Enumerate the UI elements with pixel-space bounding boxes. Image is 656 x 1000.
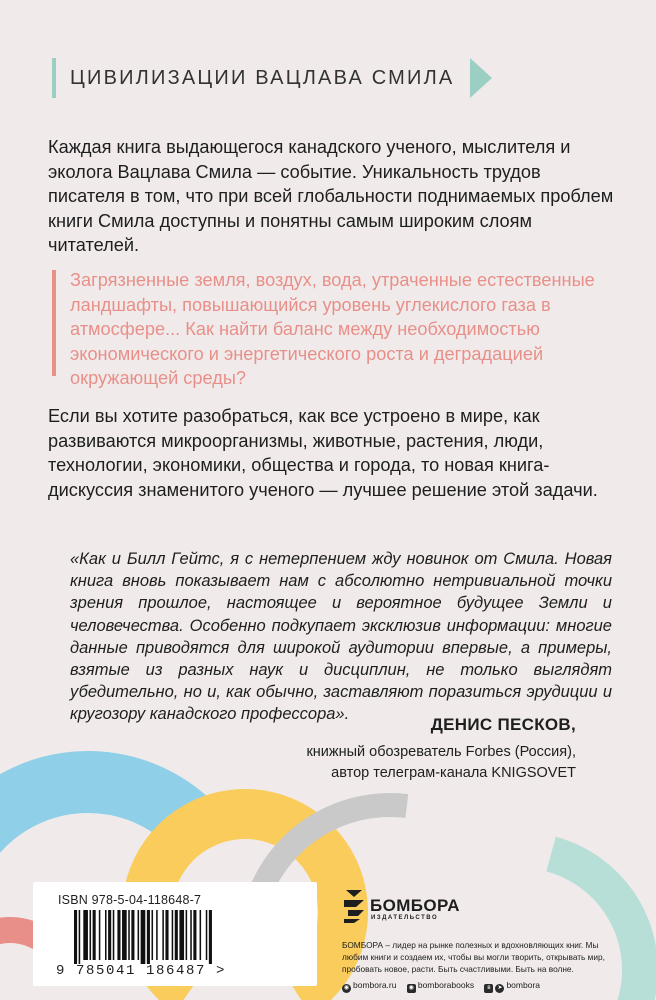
review-quote: «Как и Билл Гейтс, я с нетерпением жду новинок от Смила. Новая книга вновь показывает нам с абсолютно нетривиальной точки зрения прошлое, настоящее и вероятное будущее Земли и человечества. Особенно подкупает эксклюзив информации: многие данные приводятся для широкой аудитории впервые, а примеры, взятые из разных наук и дисциплин, не только выглядят убедительно, но и, как обычно, заставляют поразиться эрудиции и кругозору канадского профессора».	[70, 550, 612, 724]
social-link-books[interactable]	[407, 980, 474, 993]
isbn-number: ISBN 978-5-04-118648-7	[58, 893, 202, 907]
instagram-icon: ◉	[343, 985, 350, 991]
reviewer-role-line1: книжный обозреватель Forbes (Россия),	[306, 744, 576, 760]
social-label: bomborabooks	[417, 980, 475, 990]
publisher-blurb: БОМБОРА – лидер на рынке полезных и вдохновляющих книг. Мы любим книги и создаем их, чтобы вы могли творить, открывать мир, пробовать новое, расти. Быть счастливыми. Быть на волне.	[342, 940, 605, 975]
reviewer-role-line2: автор телеграм-канала KNIGSOVET	[331, 765, 576, 781]
social-label: bombora.ru	[353, 980, 397, 990]
reviewer-name: ДЕНИС ПЕСКОВ,	[430, 715, 576, 734]
publisher-subtitle: ИЗДАТЕЛЬСТВО	[371, 915, 439, 921]
social-label: bombora	[506, 980, 541, 990]
telegram-icon: ➤	[497, 985, 503, 991]
social-links	[342, 980, 548, 994]
pull-quote-text: Загрязненные земля, воздух, вода, утраченные естественные ландшафты, повышающийся уровень углекислого газа в атмосфере... Как найти баланс между необходимостью экономического и энергетического роста и деградацией окружающей среды?	[70, 270, 595, 388]
instagram-icon: ◉	[408, 985, 414, 991]
social-link-site[interactable]	[342, 980, 396, 993]
series-title: ЦИВИЛИЗАЦИИ ВАЦЛАВА СМИЛА	[70, 67, 455, 89]
barcode-digits: 9 785041 186487 >	[56, 963, 227, 979]
bombora-logo-icon	[342, 888, 366, 924]
social-link-vk-telegram[interactable]	[484, 980, 540, 993]
barcode-icon	[74, 910, 304, 964]
publisher-name: БОМБОРА	[370, 896, 460, 915]
about-paragraph: Если вы хотите разобраться, как все устроено в мире, как развиваются микроорганизмы, животные, растения, люди, технологии, экономики, общества и города, то новая книга-дискуссия знаменитого ученого — лучшее решение этой задачи.	[48, 406, 598, 500]
intro-paragraph: Каждая книга выдающегося канадского ученого, мыслителя и эколога Вацлава Смила — событие. Уникальность трудов писателя в том, что при всей глобальности поднимаемых проблем книги Смила доступны и понятны самым широким слоям читателей.	[48, 137, 614, 255]
vk-icon: в	[484, 984, 493, 993]
